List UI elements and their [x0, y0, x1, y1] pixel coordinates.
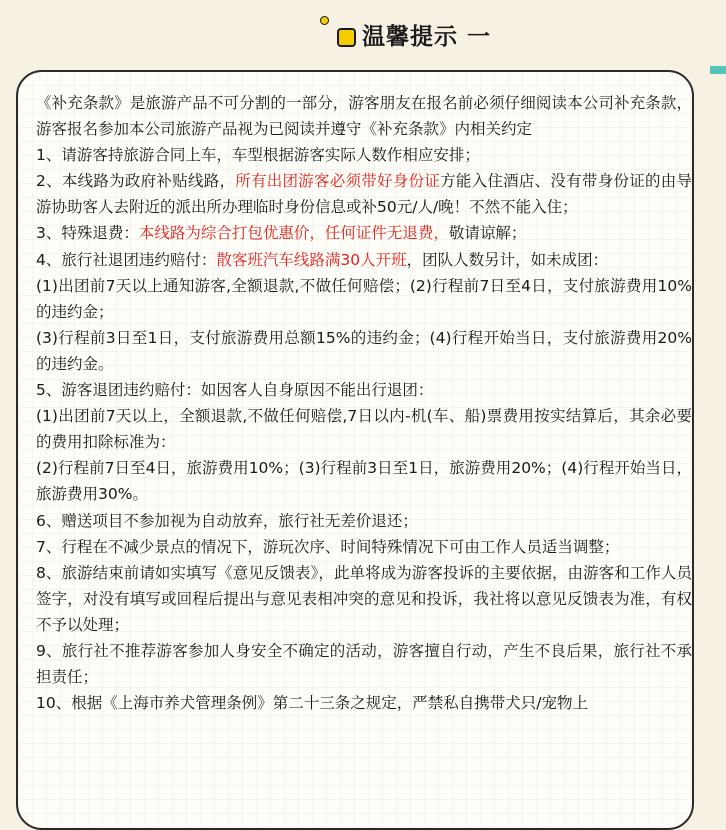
- clause-5-item-1: (1)出团前7天以上，全额退款,不做任何赔偿,7日以内-机(车、船)票费用按实结算后，其余必要的费用扣除标准为：: [36, 407, 692, 452]
- intro-paragraph: 《补充条款》是旅游产品不可分割的一部分，游客朋友在报名前必须仔细阅读本公司补充条款，游客报名参加本公司旅游产品视为已阅读并遵守《补充条款》内相关约定: [36, 94, 692, 139]
- yellow-dot-icon: [320, 16, 329, 25]
- notice-content: [36, 90, 692, 716]
- clause-4: 4、旅行社退团违约赔付：散客班汽车线路满30人开班，团队人数另计，如未成团：: [36, 250, 609, 269]
- clause-10: 10、根据《上海市养犬管理条例》第二十三条之规定，严禁私自携带犬只/宠物上: [36, 694, 588, 713]
- clause-6: 6、赠送项目不参加视为自动放弃，旅行社无差价退还；: [36, 511, 418, 530]
- clause-5-item-2-4: (2)行程前7日至4日，旅游费用10%；(3)行程前3日至1日，旅游费用20%；(4)行程开始当日，旅游费用30%。: [36, 459, 692, 504]
- clause-2: 2、本线路为政府补贴线路，所有出团游客必须带好身份证方能入住酒店、没有带身份证的由导游协助客人去附近的派出所办理临时身份信息或补50元/人/晚！不然不能入住；: [36, 172, 692, 217]
- clause-7: 7、行程在不减少景点的情况下，游玩次序、时间特殊情况下可由工作人员适当调整；: [36, 537, 620, 556]
- header: [0, 14, 726, 54]
- red-highlight: 本线路为综合打包优惠价，任何证件无退费，: [138, 224, 449, 243]
- clause-1: 1、请游客持旅游合同上车，车型根据游客实际人数作相应安排；: [36, 146, 480, 165]
- teal-corner-decoration: [710, 66, 726, 74]
- red-highlight: 所有出团游客必须带好身份证: [235, 172, 441, 191]
- red-highlight: 散客班汽车线路满30人开班: [216, 250, 407, 269]
- clause-4-item-3-4: (3)行程前3日至1日，支付旅游费用总额15%的违约金；(4)行程开始当日，支付旅游费用20%的违约金。: [36, 328, 692, 373]
- clause-4-item-1-2: (1)出团前7天以上通知游客,全额退款,不做任何赔偿；(2)行程前7日至4日，支付旅游费用10%的违约金；: [36, 276, 692, 321]
- clause-9: 9、旅行社不推荐游客参加人身安全不确定的活动，游客擅自行动，产生不良后果，旅行社不承担责任；: [36, 641, 692, 687]
- clause-3: 3、特殊退费：本线路为综合打包优惠价，任何证件无退费，敬请谅解；: [36, 224, 527, 243]
- clause-8: 8、旅游结束前请如实填写《意见反馈表》，此单将成为游客投诉的主要依据，由游客和工作人员签字，对没有填写或回程后提出与意见表相冲突的意见和投诉，我社将以意见反馈表为准，有权不予以处理；: [36, 563, 692, 634]
- yellow-square-icon: [337, 28, 356, 47]
- page-title: 温馨提示 一: [362, 24, 492, 50]
- clause-5: 5、游客退团违约赔付：如因客人自身原因不能出行退团：: [36, 381, 434, 400]
